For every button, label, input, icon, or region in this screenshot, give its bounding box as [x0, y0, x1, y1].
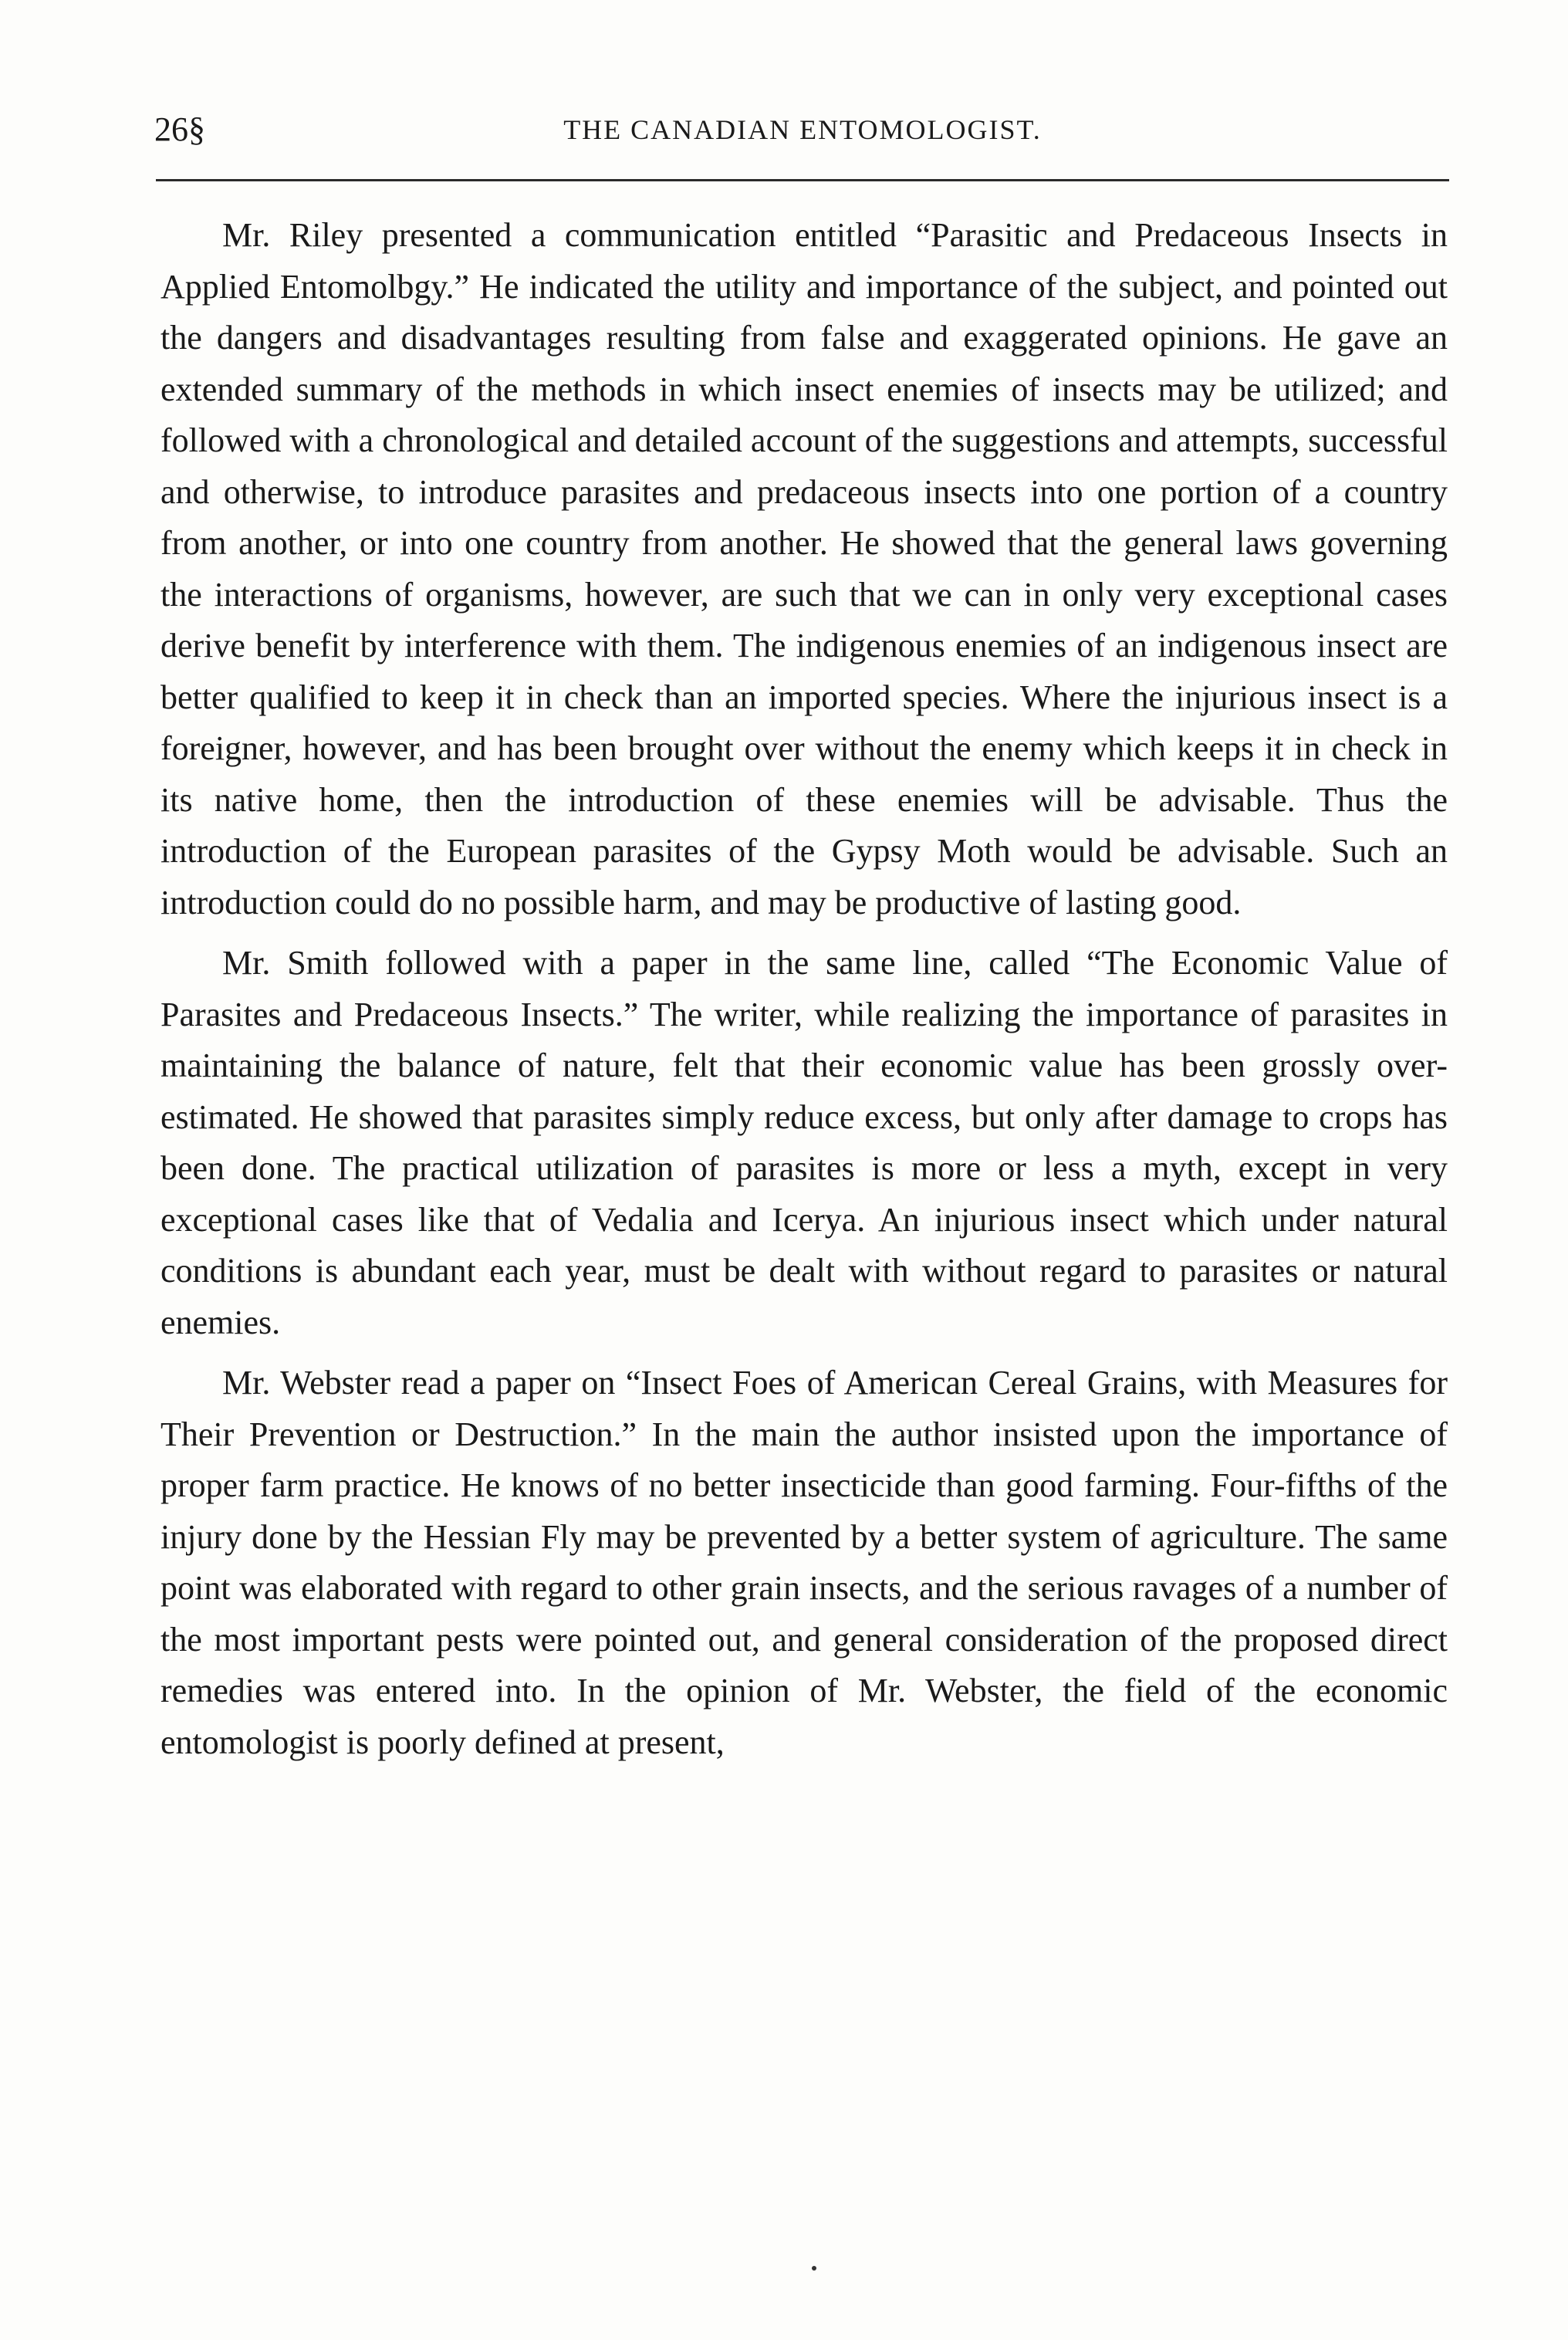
- page-header: [154, 105, 1451, 154]
- body-text: [161, 210, 1448, 1777]
- paragraph-webster: Mr. Webster read a paper on “Insect Foes of American Cereal Grains, with Measures for Their Prevention or Destruction.” In the main the author insisted upon the importance of proper farm practice. He knows of no better insecticide than good farming. Four-fifths of the injury done by the Hessian Fly may be prevented by a better system of agriculture. The same point was elaborated with regard to other grain insects, and the serious ravages of a number of the most important pests were pointed out, and general consideration of the proposed direct remedies was entered into. In the opinion of Mr. Webster, the field of the economic entomologist is poorly defined at present,: [161, 1364, 1448, 1761]
- header-rule: [156, 179, 1449, 181]
- page-number: 26§: [154, 110, 205, 148]
- footer-dot: [812, 2266, 816, 2271]
- paragraph-smith: Mr. Smith followed with a paper in the same line, called “The Economic Value of Parasites and Predaceous Insects.” The writer, while realizing the importance of parasites in maintaining the balance of nature, felt that their economic value has been grossly over-estimated. He showed that parasites simply reduce excess, but only after damage to crops has been done. The practical utilization of parasites is more or less a myth, except in very exceptional cases like that of Vedalia and Icerya. An injurious insect which under natural conditions is abundant each year, must be dealt with without regard to parasites or natural enemies.: [161, 944, 1448, 1341]
- running-title: THE CANADIAN ENTOMOLOGIST.: [563, 114, 1042, 145]
- paragraph-riley: Mr. Riley presented a communication entitled “Parasitic and Predaceous Insects in Applied Entomolbgy.” He indicated the utility and importance of the subject, and pointed out the dangers and disadvantages resulting from false and exaggerated opinions. He gave an extended summary of the methods in which insect enemies of insects may be utilized; and followed with a chronological and detailed account of the suggestions and attempts, successful and otherwise, to introduce parasites and predaceous insects into one portion of a country from another, or into one country from another. He showed that the general laws governing the interactions of organisms, however, are such that we can in only very exceptional cases derive benefit by interference with them. The indigenous enemies of an indigenous insect are better qualified to keep it in check than an imported species. Where the injurious insect is a foreigner, however, and has been brought over without the enemy which keeps it in check in its native home, then the introduction of these enemies will be advisable. Thus the introduction of the European parasites of the Gypsy Moth would be advisable. Such an introduction could do no possible harm, and may be productive of lasting good.: [161, 216, 1448, 921]
